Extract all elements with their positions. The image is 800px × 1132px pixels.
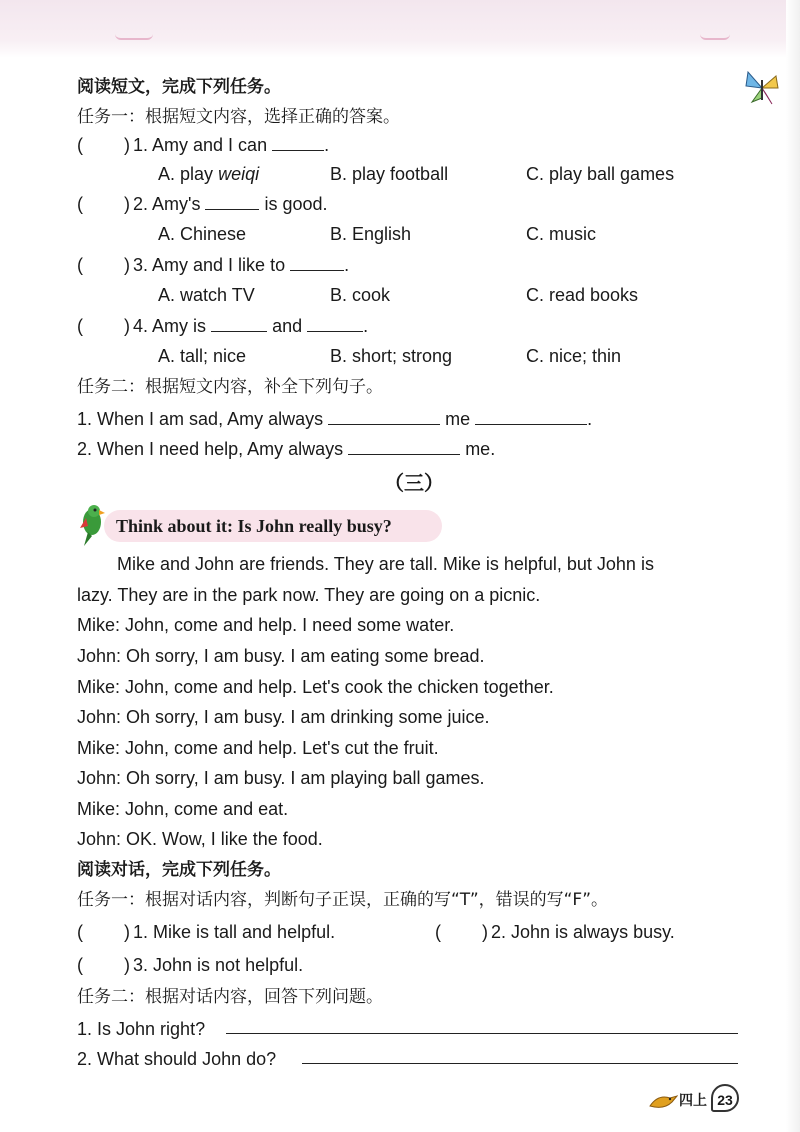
option-b: B. English (330, 224, 412, 244)
tf-statement-3: 3. John is not helpful. (133, 955, 304, 975)
fill-text: . (587, 409, 593, 429)
answer-blank[interactable] (307, 315, 363, 332)
qa-question-2: 2. What should John do? (77, 1049, 277, 1069)
answer-paren-open: ( (77, 922, 83, 942)
dialogue-line: John: OK. Wow, I like the food. (77, 829, 323, 849)
think-about-it-text (116, 515, 392, 537)
question-end: . (363, 316, 369, 336)
option-text: play (180, 164, 214, 184)
option-c: C. read books (526, 285, 639, 305)
option-c: C. music (526, 224, 597, 244)
option-b: B. cook (330, 285, 391, 305)
answer-blank[interactable] (272, 134, 324, 151)
passage-line: Mike and John are friends. They are tall. Mike is helpful, but John is (117, 554, 654, 574)
part3-task1-title: 任务一：根据对话内容，判断句子正误，正确的写“T”，错误的写“F”。 (77, 890, 609, 910)
grade-label: 四上 (679, 1093, 707, 1109)
option-c: C. nice; thin (526, 346, 622, 366)
answer-paren-open: ( (77, 955, 83, 975)
question-text: 2. Amy's (133, 194, 201, 214)
think-label: Think about it: (116, 516, 234, 536)
tf-statement-2: 2. John is always busy. (491, 922, 675, 942)
passage-line: lazy. They are in the park now. They are going on a picnic. (77, 585, 541, 605)
cloud-decoration (700, 28, 730, 40)
fill-text: 1. When I am sad, Amy always (77, 409, 324, 429)
question-end: . (344, 255, 350, 275)
answer-paren-open: ( (435, 922, 441, 942)
dialogue-line: John: Oh sorry, I am busy. I am drinking some juice. (77, 707, 490, 727)
option-a (158, 163, 259, 185)
page-number: 23 (711, 1084, 739, 1112)
answer-blank[interactable] (328, 408, 440, 425)
part3-task2-title: 任务二：根据对话内容，回答下列问题。 (77, 987, 383, 1007)
answer-blank[interactable] (211, 315, 267, 332)
answer-paren-open: ( (77, 316, 83, 336)
question-text: 1. Amy and I can (133, 135, 268, 155)
question-end: . (324, 135, 330, 155)
question-text: 3. Amy and I like to (133, 255, 286, 275)
fill-text: me. (465, 439, 496, 459)
dialogue-line: Mike: John, come and help. Let's cut the fruit. (77, 738, 439, 758)
answer-paren-open: ( (77, 135, 83, 155)
answer-line[interactable] (302, 1063, 738, 1064)
option-a: A. tall; nice (158, 346, 247, 366)
question-4 (133, 315, 368, 337)
top-decoration-band (0, 0, 800, 58)
answer-blank[interactable] (290, 254, 344, 271)
option-text-italic: weiqi (218, 164, 260, 184)
answer-paren-close: ) (124, 135, 130, 155)
part1-task2-title: 任务二：根据短文内容，补全下列句子。 (77, 377, 383, 397)
dialogue-line: John: Oh sorry, I am busy. I am eating some bread. (77, 646, 485, 666)
answer-paren-close: ) (124, 922, 130, 942)
cloud-decoration (115, 28, 153, 40)
option-b: B. play football (330, 164, 449, 184)
answer-paren-close: ) (124, 194, 130, 214)
qa-question-1: 1. Is John right? (77, 1019, 206, 1039)
option-b: B. short; strong (330, 346, 453, 366)
option-c: C. play ball games (526, 164, 675, 184)
question-3 (133, 254, 349, 276)
fill-sentence-1 (77, 408, 592, 430)
option-a: A. Chinese (158, 224, 247, 244)
dialogue-line: Mike: John, come and help. I need some water. (77, 615, 455, 635)
part1-task1-title: 任务一：根据短文内容，选择正确的答案。 (77, 107, 400, 127)
question-1 (133, 134, 329, 156)
fill-text: me (445, 409, 471, 429)
option-letter: A. (158, 164, 176, 184)
fill-text: 2. When I need help, Amy always (77, 439, 344, 459)
dialogue-line: John: Oh sorry, I am busy. I am playing ball games. (77, 768, 485, 788)
part1-header: 阅读短文，完成下列任务。 (77, 77, 281, 97)
fill-sentence-2 (77, 438, 495, 460)
answer-paren-open: ( (77, 255, 83, 275)
parrot-icon (74, 502, 108, 548)
page-edge (786, 0, 800, 1132)
question-mid: and (272, 316, 303, 336)
question-2 (133, 193, 328, 215)
answer-paren-open: ( (77, 194, 83, 214)
bird-icon (648, 1088, 678, 1112)
question-text: 4. Amy is (133, 316, 207, 336)
answer-paren-close: ) (124, 955, 130, 975)
dialogue-line: Mike: John, come and eat. (77, 799, 289, 819)
option-a: A. watch TV (158, 285, 255, 305)
dialogue-line: Mike: John, come and help. Let's cook the chicken together. (77, 677, 554, 697)
tf-statement-1: 1. Mike is tall and helpful. (133, 922, 336, 942)
think-question: Is John really busy? (237, 516, 392, 536)
answer-blank[interactable] (475, 408, 587, 425)
answer-paren-close: ) (124, 255, 130, 275)
answer-blank[interactable] (205, 193, 259, 210)
butterfly-icon (742, 66, 782, 110)
part3-header: 阅读对话，完成下列任务。 (77, 860, 281, 880)
answer-line[interactable] (226, 1033, 738, 1034)
answer-blank[interactable] (348, 438, 460, 455)
question-end: is good. (264, 194, 328, 214)
answer-paren-close: ) (124, 316, 130, 336)
section-title: （三） (384, 471, 444, 495)
answer-paren-close: ) (482, 922, 488, 942)
